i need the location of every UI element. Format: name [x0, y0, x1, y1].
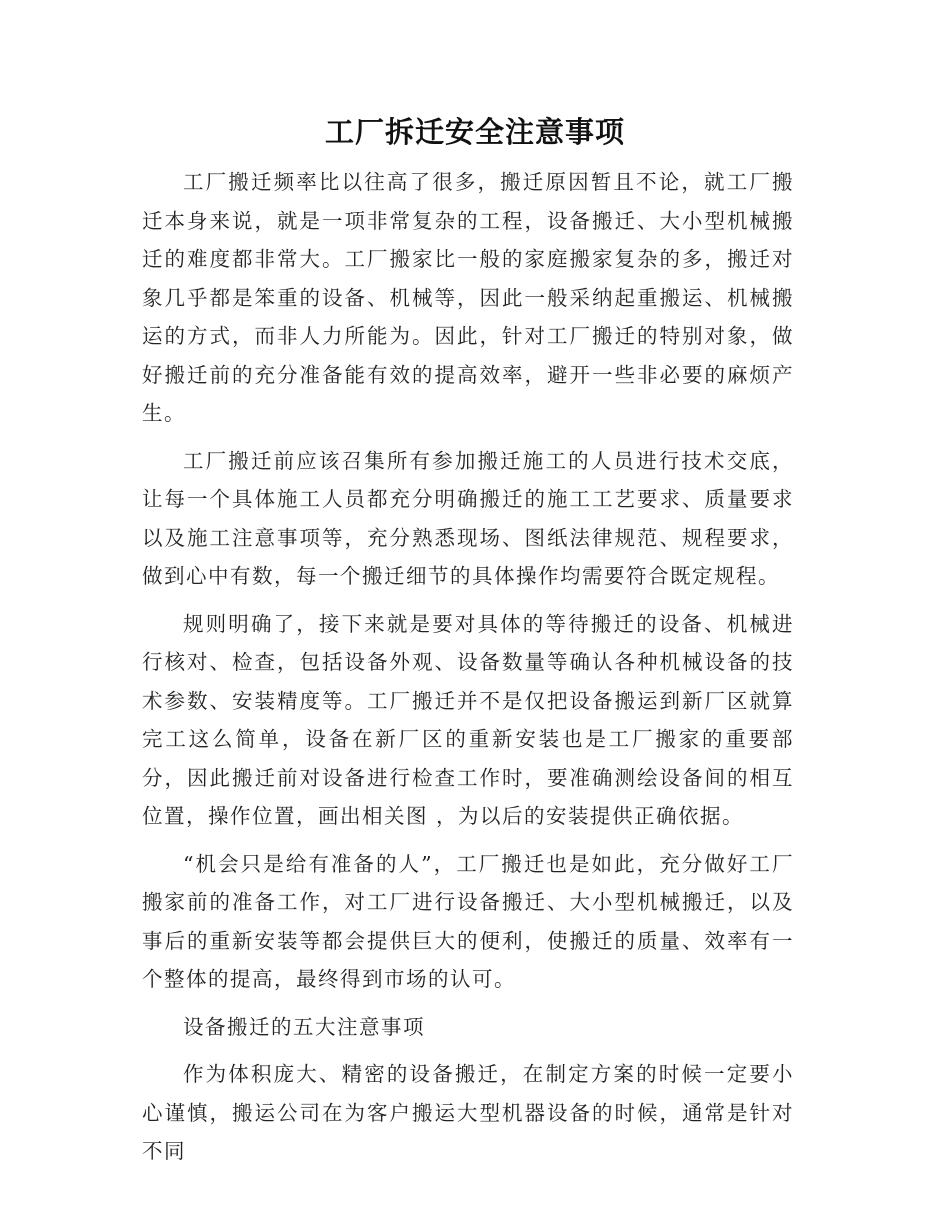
paragraph-technical-briefing: 工厂搬迁前应该召集所有参加搬迁施工的人员进行技术交底，让每一个具体施工人员都充分明确搬迁的施工工艺要求、质量要求以及施工注意事项等，充分熟悉现场、图纸法律规范、规程要求，做到心中有数，每一个搬迁细节的具体操作均需要符合既定规程。: [142, 448, 794, 588]
section-heading: 设备搬迁的五大注意事项: [183, 1014, 425, 1039]
document-body: [142, 163, 794, 1180]
document-title: 工厂拆迁安全注意事项: [324, 115, 625, 149]
paragraph-equipment-relocation: 作为体积庞大、精密的设备搬迁，在制定方案的时候一定要小心谨慎，搬运公司在为客户搬运大型机器设备的时候，通常是针对不同: [142, 1062, 794, 1163]
paragraph-equipment-check: 规则明确了，接下来就是要对具体的等待搬迁的设备、机械进行核对、检查，包括设备外观、设备数量等确认各种机械设备的技术参数、安装精度等。工厂搬迁并不是仅把设备搬运到新厂区就算完工这么简单，设备在新厂区的重新安装也是工厂搬家的重要部分，因此搬迁前对设备进行检查工作时，要准确测绘设备间的相互位置，操作位置，画出相关图 ，为以后的安装提供正确依据。: [142, 611, 794, 828]
paragraph-preparation: “机会只是给有准备的人”，工厂搬迁也是如此，充分做好工厂搬家前的准备工作，对工厂进行设备搬迁、大小型机械搬迁，以及事后的重新安装等都会提供巨大的便利，使搬迁的质量、效率有一个整体的提高，最终得到市场的认可。: [142, 851, 794, 991]
paragraph-intro: 工厂搬迁频率比以往高了很多，搬迁原因暂且不论，就工厂搬迁本身来说，就是一项非常复杂的工程，设备搬迁、大小型机械搬迁的难度都非常大。工厂搬家比一般的家庭搬家复杂的多，搬迁对象几乎都是笨重的设备、机械等，因此一般采纳起重搬运、机械搬运的方式，而非人力所能为。因此，针对工厂搬迁的特别对象，做好搬迁前的充分准备能有效的提高效率，避开一些非必要的麻烦产生。: [142, 170, 794, 425]
